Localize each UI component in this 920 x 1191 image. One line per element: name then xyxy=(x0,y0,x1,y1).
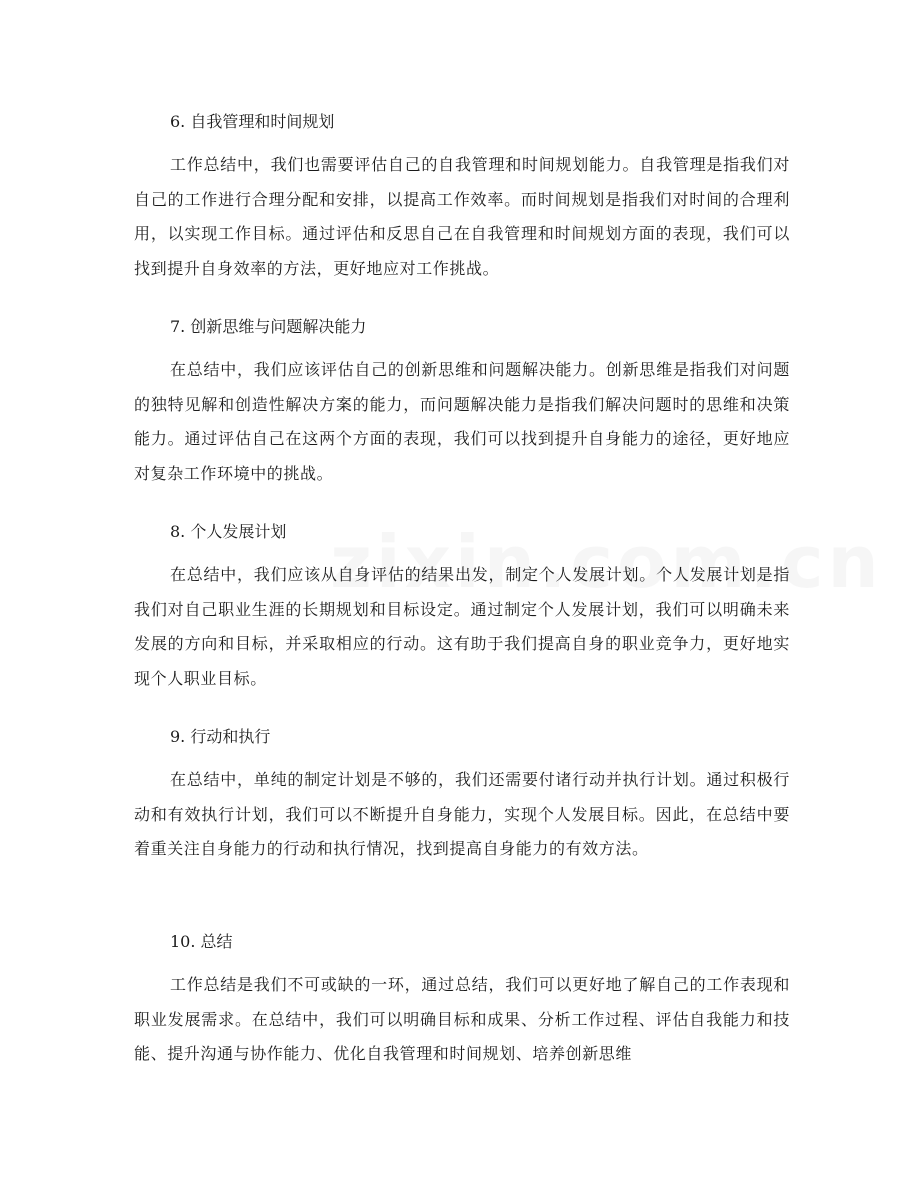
section-heading-10: 10. 总结 xyxy=(170,932,233,951)
section-body-7: 在总结中，我们应该评估自己的创新思维和问题解决能力。创新思维是指我们对问题的独特见解和创造性解决方案的能力，而问题解决能力是指我们解决问题时的思维和决策能力。通过评估自己在这两个方面的表现，我们可以找到提升自身能力的途径，更好地应对复杂工作环境中的挑战。 xyxy=(134,360,790,483)
section-heading-7: 7. 创新思维与问题解决能力 xyxy=(170,317,367,336)
section-body-6: 工作总结中，我们也需要评估自己的自我管理和时间规划能力。自我管理是指我们对自己的工作进行合理分配和安排，以提高工作效率。而时间规划是指我们对时间的合理利用，以实现工作目标。通过评估和反思自己在自我管理和时间规划方面的表现，我们可以找到提升自身效率的方法，更好地应对工作挑战。 xyxy=(134,155,790,278)
section-heading-8: 8. 个人发展计划 xyxy=(170,522,287,541)
section-body-10: 工作总结是我们不可或缺的一环，通过总结，我们可以更好地了解自己的工作表现和职业发展需求。在总结中，我们可以明确目标和成果、分析工作过程、评估自我能力和技能、提升沟通与协作能力、优化自我管理和时间规划、培养创新思维 xyxy=(134,975,790,1063)
section-body-9: 在总结中，单纯的制定计划是不够的，我们还需要付诸行动并执行计划。通过积极行动和有效执行计划，我们可以不断提升自身能力，实现个人发展目标。因此，在总结中要着重关注自身能力的行动和执行情况，找到提高自身能力的有效方法。 xyxy=(134,770,790,858)
section-heading-6: 6. 自我管理和时间规划 xyxy=(170,112,335,131)
section-body-8: 在总结中，我们应该从自身评估的结果出发，制定个人发展计划。个人发展计划是指我们对自己职业生涯的长期规划和目标设定。通过制定个人发展计划，我们可以明确未来发展的方向和目标，并采取相应的行动。这有助于我们提高自身的职业竞争力，更好地实现个人职业目标。 xyxy=(134,565,790,688)
section-heading-9: 9. 行动和执行 xyxy=(170,727,271,746)
